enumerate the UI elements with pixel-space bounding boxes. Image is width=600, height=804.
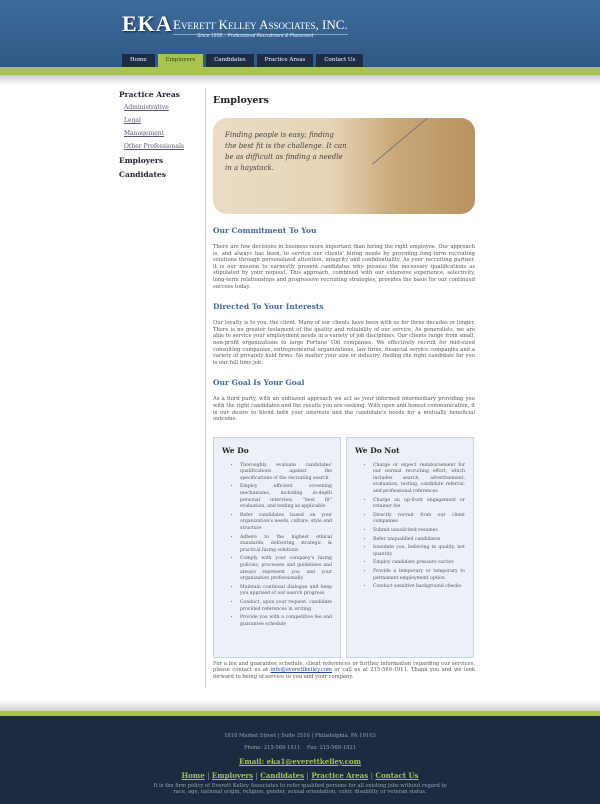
list-item: • Thoroughly evaluate candidates' qualifications against the specifications of the recruiting search <box>240 463 332 483</box>
footer-link-practice-areas[interactable]: Practice Areas <box>311 771 369 780</box>
footer-link-contact-us[interactable]: Contact Us <box>375 771 419 780</box>
sidebar-item-other-professionals[interactable]: Other Professionals <box>124 143 184 150</box>
section-text: Our loyalty is to you, the client. Many of our clients have been with us for three decades or longer. There is no greater testament of the quality and reliability of our service. As generalists, we are able to service your employment needs in a variety of job disciplines. Our clients range from small, non-profit organizations to large Fortune 100 companies. We effectively recruit for mid-sized consulting companies, entrepreneurial organizations, law firms, financial service companies and a variety of privately held firms. No matter your size or industry, finding the right candidate for you is our full time job. <box>213 320 475 366</box>
list-item: • Conduct sensitive background checks <box>373 584 465 591</box>
list-item: • Inundate you, believing in quality, not quantity <box>373 545 465 558</box>
company-name: Everett Kelley Associates, INC. <box>173 17 348 35</box>
list-item: • Charge an up-front engagement or retainer fee <box>373 498 465 511</box>
footer-email[interactable]: Email: eka1@everettkelley.com <box>238 757 362 766</box>
section-heading: Our Goal Is Your Goal <box>213 378 305 388</box>
footer-fax: Fax: 215-569-1921 <box>306 745 357 751</box>
we-do-box <box>213 437 341 658</box>
footer-link-candidates[interactable]: Candidates <box>260 771 305 780</box>
list-item: • Refer candidates based on your organization's needs, culture, style and structure <box>240 513 332 533</box>
list-item: • Provide a temporary or temporary to permanent employment option <box>373 569 465 582</box>
sidebar-item-legal[interactable]: Legal <box>124 117 141 124</box>
footer-address: 1818 Market Street | Suite 3510 | Philadelphia, PA 19103 <box>224 733 376 739</box>
haystack-banner <box>213 118 475 214</box>
divider <box>205 88 206 688</box>
footer-phone-fax <box>0 745 600 751</box>
list-item: • Employ candidate pressure tactics <box>373 560 465 567</box>
we-do-not-box <box>346 437 474 658</box>
sidebar <box>119 90 205 184</box>
closing-text <box>213 661 475 681</box>
list-item: • Refer unqualified candidates <box>373 537 465 544</box>
header <box>0 0 600 67</box>
nav-practice-areas[interactable]: Practice Areas <box>257 54 314 67</box>
list-item: • Submit unsolicited resumes <box>373 528 465 535</box>
header-shadow <box>0 75 600 85</box>
needle-icon <box>372 118 434 165</box>
list-item: • Charge or expect reimbursement for our normal recruiting effort, which includes search, advertisement, evaluation, testing, candidate referral, and professional references <box>373 463 465 496</box>
closing-pre: For a fee and guarantee schedule, client references or further information regarding our services, please contact us at <box>213 660 475 674</box>
sidebar-item-administrative[interactable]: Administrative <box>124 104 169 111</box>
we-do-list <box>222 463 332 629</box>
footer-link-home[interactable]: Home <box>181 771 205 780</box>
footer-phone: Phone: 215-569-1911 <box>243 745 301 751</box>
nav-employers[interactable]: Employers <box>158 54 204 67</box>
list-item: • Directly recruit from our client companies <box>373 513 465 526</box>
tagline: Since 1958... Professional Recruitment & Placement <box>197 33 314 39</box>
footer-link-employers[interactable]: Employers <box>211 771 254 780</box>
section-text: There are few decisions in business more important than hiring the right employee. Our approach is, and always has been, to service our clients' hiring needs by providing long-term recruiting solutions through personalized attention, integrity and confidentiality. As your recruiting partner, it is our mission to earnestly present candidates who possess the necessary qualifications as stipulated by your request. This approach, combined with our extensive experience, selectivity, long-term relationships and progressive recruiting strategies, provides the basis for our continued success today. <box>213 244 475 290</box>
nav-candidates[interactable]: Candidates <box>206 54 253 67</box>
main-nav <box>122 54 363 67</box>
list-item: • Provide you with a competitive fee and guarantee schedule <box>240 615 332 628</box>
we-do-heading: We Do <box>222 445 249 455</box>
nav-home[interactable]: Home <box>122 54 155 67</box>
footer <box>0 716 600 804</box>
list-item: • Comply with your company's hiring policies, processes and guidelines and always represent you and your organization professionally <box>240 556 332 582</box>
we-do-not-list <box>355 463 465 591</box>
list-item: • Conduct, upon your request, candidate provided references in writing <box>240 600 332 613</box>
logo[interactable]: EKA Everett Kelley Associates, INC. Since 1958... Professional Recruitment & Placement <box>122 11 348 39</box>
main-content <box>213 95 475 680</box>
banner-quote: Finding people is easy; finding the best fit is the challenge. It can be as difficult as finding a needle in a haystack. <box>225 131 347 172</box>
list-item: • Adhere to the highest ethical standards, delivering strategic & practical hiring solutions <box>240 535 332 555</box>
list-item: • Employ efficient screening mechanisms, including in-depth personal interview, "best fit" evaluation, and testing as applicable <box>240 484 332 510</box>
closing-post: or call us at 215-569-1911. Thank you and we look forward to being of service to you and your company. <box>213 667 475 680</box>
sidebar-candidates[interactable]: Candidates <box>119 170 166 179</box>
sidebar-employers[interactable]: Employers <box>119 156 164 165</box>
nav-contact-us[interactable]: Contact Us <box>316 54 363 67</box>
page-title: Employers <box>213 95 269 106</box>
sidebar-practice-areas[interactable]: Practice Areas <box>119 90 180 99</box>
section-text: As a third party, with an unbiased approach we act as your informed intermediary providing you with the right candidates and the results you are seeking. With open and honest communication, it is our desire to blend both your interests and the candidate's needs for a mutually beneficial outcome. <box>213 396 475 423</box>
list-item: • Maintain continual dialogue and keep you apprised of our search progress <box>240 585 332 598</box>
header-stripe <box>0 67 600 75</box>
footer-nav: Home | Employers | Candidates | Practice Areas | Contact Us <box>181 771 419 780</box>
footer-disclaimer: It is the firm policy of Everett Kelley Associates to refer qualified persons for all existing jobs without regard to race, age, national origin, religion, gender, sexual orientation, color, disability or veteran status. <box>153 783 447 795</box>
we-do-not-heading: We Do Not <box>355 445 400 455</box>
email-link[interactable]: info@everettkelley.com <box>270 667 332 674</box>
sidebar-item-management[interactable]: Management <box>124 130 165 137</box>
section-heading: Directed To Your Interests <box>213 302 324 312</box>
section-heading: Our Commitment To You <box>213 226 317 235</box>
